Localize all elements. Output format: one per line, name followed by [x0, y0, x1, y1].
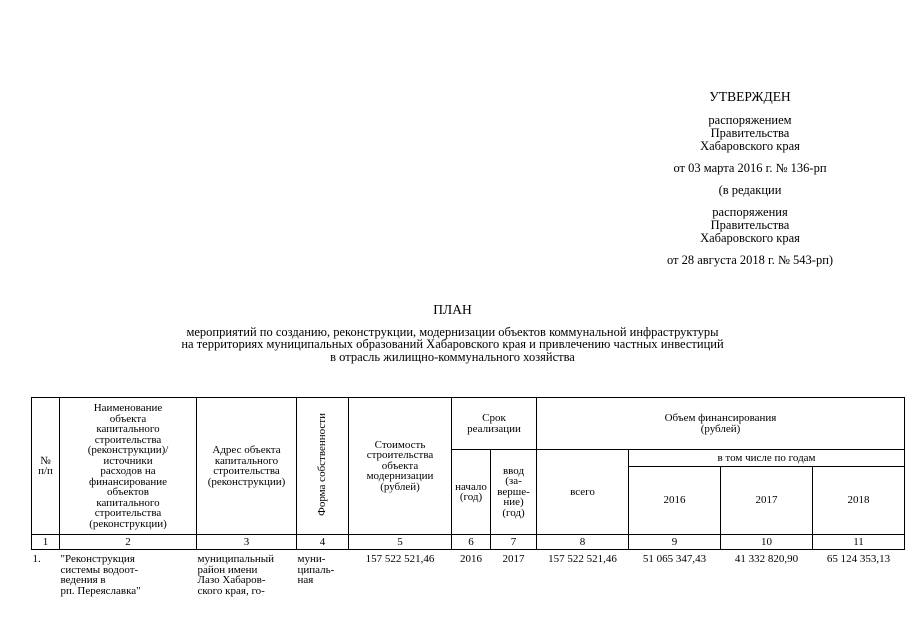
column-numbers-row	[32, 535, 905, 550]
header-address: Адрес объекта капитального строительства (реконструкции)	[197, 398, 297, 535]
header-financing: Объем финансирования (рублей)	[537, 398, 905, 450]
header-term: Срок реализации	[452, 398, 537, 450]
plan-heading	[80, 304, 825, 363]
table-row	[32, 550, 905, 597]
header-start: начало (год)	[452, 450, 491, 535]
row-total: 157 522 521,46	[548, 553, 617, 565]
col-number: 5	[349, 535, 452, 550]
approval-line-2: от 03 марта 2016 г. № 136-рп	[673, 161, 827, 175]
header-cost: Стоимость строительства объекта модернизации (рублей)	[349, 398, 452, 535]
row-address: муниципальный район имени Лазо Хабаров- ского края, го-	[197, 553, 275, 597]
col-number: 6	[452, 535, 491, 550]
row-ownership: муни- ципаль- ная	[297, 553, 335, 586]
row-2016: 51 065 347,43	[642, 553, 707, 565]
row-name: "Реконструкция системы водоот- ведения в рп. Переяславка"	[60, 553, 141, 597]
row-num: 1.	[32, 553, 41, 565]
col-number: 2	[60, 535, 197, 550]
row-2017: 41 332 820,90	[734, 553, 799, 565]
header-year-2017: 2017	[721, 467, 813, 535]
col-number: 3	[197, 535, 297, 550]
col-number: 11	[813, 535, 905, 550]
header-num: № п/п	[32, 398, 60, 535]
row-cost: 157 522 521,46	[365, 553, 435, 565]
col-number: 10	[721, 535, 813, 550]
col-number: 9	[629, 535, 721, 550]
approval-line-5: от 28 августа 2018 г. № 543-рп)	[666, 253, 834, 267]
header-year-2016: 2016	[629, 467, 721, 535]
header-by-years: в том числе по годам	[629, 450, 905, 467]
approval-block	[600, 90, 900, 267]
row-2018: 65 124 353,13	[826, 553, 891, 565]
header-year-2018: 2018	[813, 467, 905, 535]
approval-line-4: распоряжения Правительства Хабаровского края	[700, 205, 800, 245]
col-number: 8	[537, 535, 629, 550]
approval-title: УТВЕРЖДЕН	[709, 89, 791, 104]
col-number: 1	[32, 535, 60, 550]
header-name: Наименование объекта капитального строительства (реконструкции)/ источники расходов на финансирование объектов капитального строительства (реконструкции)	[60, 398, 197, 535]
header-total: всего	[537, 450, 629, 535]
row-end: 2017	[502, 553, 525, 565]
header-ownership: Форма собственности	[316, 413, 329, 517]
row-start: 2016	[460, 553, 482, 565]
approval-line-3: (в редакции	[718, 183, 782, 197]
header-ownership-cell	[297, 398, 349, 535]
approval-line-1: распоряжением Правительства Хабаровского края	[700, 113, 800, 153]
plan-title: ПЛАН	[433, 302, 472, 317]
col-number: 4	[297, 535, 349, 550]
plan-subtitle: мероприятий по созданию, реконструкции, модернизации объектов коммунальной инфраструктуры на территориях муниципальных образований Хабаровского края и привлечению частных инвестиций в отрасль жилищно-коммунального хозяйства	[181, 324, 724, 364]
header-end: ввод (за- верше- ние) (год)	[491, 450, 537, 535]
col-number: 7	[491, 535, 537, 550]
plan-table	[31, 397, 905, 596]
